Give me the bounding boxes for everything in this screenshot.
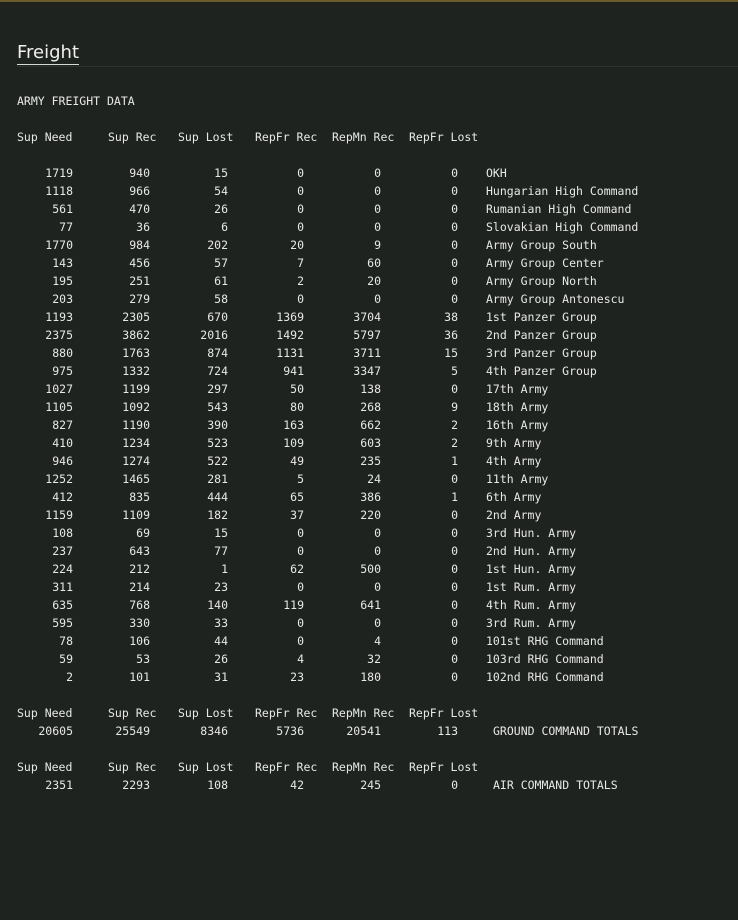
cell-repmn-rec: 5797 [353,328,381,342]
cell-sup-rec: 1109 [122,508,150,522]
cell-repfr-lost: 0 [451,652,458,666]
cell-sup-need: 108 [52,526,73,540]
cell-repfr-rec: 62 [290,562,304,576]
cell-repfr-lost: 0 [451,220,458,234]
header-repfr-rec: RepFr Rec [255,130,318,144]
cell-repfr-rec: 0 [297,220,304,234]
cell-sup-lost: 57 [214,256,228,270]
cell-sup-lost: 670 [207,310,228,324]
cell-sup-rec: 1465 [122,472,150,486]
table-row [0,452,738,470]
cell-repfr-rec: 65 [290,490,304,504]
table-row [0,164,738,182]
table-row [0,596,738,614]
cell-sup-lost: 444 [207,490,228,504]
cell-command-name: Army Group South [486,238,597,252]
cell-sup-lost: 108 [207,778,228,792]
cell-repfr-lost: 36 [444,328,458,342]
cell-sup-lost: 23 [214,580,228,594]
table-row [0,344,738,362]
cell-sup-rec: 470 [129,202,150,216]
cell-repmn-rec: 138 [360,382,381,396]
cell-repfr-lost: 1 [451,490,458,504]
cell-repfr-rec: 0 [297,580,304,594]
cell-repfr-lost: 0 [451,508,458,522]
table-row [0,200,738,218]
cell-sup-need: 595 [52,616,73,630]
cell-repfr-rec: 20 [290,238,304,252]
header-repfr-rec: RepFr Rec [255,760,318,774]
header-sup-rec: Sup Rec [108,760,157,774]
cell-command-name: 2nd Army [486,508,542,522]
header-sup-rec: Sup Rec [108,706,157,720]
cell-sup-need: 1027 [45,382,73,396]
table-row [0,236,738,254]
cell-sup-need: 1719 [45,166,73,180]
section-label: ARMY FREIGHT DATA [17,94,135,108]
cell-sup-lost: 44 [214,634,228,648]
cell-command-name: 6th Army [486,490,542,504]
cell-repfr-lost: 0 [451,778,458,792]
cell-sup-need: 20605 [38,724,73,738]
header-repmn-rec: RepMn Rec [332,130,395,144]
cell-repfr-lost: 0 [451,202,458,216]
cell-sup-need: 1105 [45,400,73,414]
cell-repmn-rec: 60 [367,256,381,270]
cell-repmn-rec: 0 [374,544,381,558]
header-repfr-lost: RepFr Lost [409,760,479,774]
cell-repmn-rec: 641 [360,598,381,612]
cell-repfr-lost: 2 [451,436,458,450]
cell-sup-lost: 15 [214,166,228,180]
cell-sup-need: 1159 [45,508,73,522]
cell-sup-rec: 214 [129,580,150,594]
cell-repfr-lost: 0 [451,382,458,396]
cell-repmn-rec: 0 [374,184,381,198]
cell-sup-lost: 1 [221,562,228,576]
cell-totals-label: GROUND COMMAND TOTALS [493,724,639,738]
cell-repmn-rec: 245 [360,778,381,792]
cell-repfr-rec: 80 [290,400,304,414]
cell-repfr-rec: 0 [297,616,304,630]
cell-repmn-rec: 0 [374,292,381,306]
cell-sup-need: 1193 [45,310,73,324]
cell-command-name: 4th Panzer Group [486,364,597,378]
cell-sup-rec: 835 [129,490,150,504]
header-sup-rec: Sup Rec [108,130,157,144]
header-sup-lost: Sup Lost [178,760,234,774]
cell-sup-need: 410 [52,436,73,450]
cell-sup-lost: 724 [207,364,228,378]
cell-command-name: 3rd Panzer Group [486,346,597,360]
ground-totals-header-row [0,704,738,722]
table-row [0,632,738,650]
title-divider [17,66,738,67]
cell-sup-rec: 984 [129,238,150,252]
cell-sup-need: 203 [52,292,73,306]
cell-command-name: 1st Rum. Army [486,580,577,594]
cell-command-name: 3rd Rum. Army [486,616,577,630]
cell-repfr-rec: 23 [290,670,304,684]
cell-repmn-rec: 0 [374,580,381,594]
cell-sup-lost: 202 [207,238,228,252]
cell-repfr-rec: 1492 [276,328,304,342]
header-repmn-rec: RepMn Rec [332,706,395,720]
cell-sup-need: 1252 [45,472,73,486]
cell-repfr-lost: 0 [451,526,458,540]
cell-repfr-lost: 9 [451,400,458,414]
cell-repmn-rec: 20541 [346,724,381,738]
cell-command-name: 2nd Panzer Group [486,328,597,342]
cell-command-name: 4th Army [486,454,542,468]
cell-repfr-lost: 0 [451,580,458,594]
cell-sup-need: 1770 [45,238,73,252]
cell-command-name: 3rd Hun. Army [486,526,577,540]
cell-repmn-rec: 268 [360,400,381,414]
cell-command-name: Army Group North [486,274,597,288]
cell-sup-need: 237 [52,544,73,558]
cell-sup-lost: 26 [214,202,228,216]
table-row [0,398,738,416]
cell-repmn-rec: 0 [374,202,381,216]
cell-sup-rec: 330 [129,616,150,630]
cell-sup-lost: 58 [214,292,228,306]
table-row [0,560,738,578]
cell-command-name: 4th Rum. Army [486,598,577,612]
cell-sup-rec: 1092 [122,400,150,414]
header-sup-need: Sup Need [17,130,73,144]
cell-repfr-rec: 5736 [276,724,304,738]
cell-sup-rec: 212 [129,562,150,576]
cell-command-name: 1st Hun. Army [486,562,577,576]
table-row [0,218,738,236]
cell-sup-lost: 522 [207,454,228,468]
cell-sup-lost: 8346 [200,724,228,738]
cell-sup-lost: 15 [214,526,228,540]
cell-sup-need: 946 [52,454,73,468]
cell-repfr-rec: 2 [297,274,304,288]
cell-repfr-rec: 119 [283,598,304,612]
cell-repmn-rec: 180 [360,670,381,684]
cell-sup-lost: 2016 [200,328,228,342]
cell-command-name: 18th Army [486,400,549,414]
cell-sup-rec: 643 [129,544,150,558]
cell-sup-lost: 54 [214,184,228,198]
cell-repfr-rec: 0 [297,184,304,198]
cell-sup-need: 880 [52,346,73,360]
cell-command-name: Hungarian High Command [486,184,639,198]
cell-repfr-lost: 0 [451,274,458,288]
table-row [0,326,738,344]
cell-command-name: 103rd RHG Command [486,652,604,666]
cell-repfr-rec: 1131 [276,346,304,360]
column-header-row [0,128,738,146]
cell-sup-rec: 1332 [122,364,150,378]
air-totals-row [0,776,738,794]
cell-sup-lost: 31 [214,670,228,684]
cell-repmn-rec: 3347 [353,364,381,378]
table-row [0,524,738,542]
cell-sup-rec: 456 [129,256,150,270]
cell-repfr-rec: 0 [297,292,304,306]
cell-sup-lost: 543 [207,400,228,414]
cell-sup-rec: 3862 [122,328,150,342]
header-repmn-rec: RepMn Rec [332,760,395,774]
cell-repmn-rec: 603 [360,436,381,450]
cell-command-name: 2nd Hun. Army [486,544,577,558]
cell-sup-need: 2351 [45,778,73,792]
table-row [0,308,738,326]
cell-repfr-rec: 5 [297,472,304,486]
cell-sup-lost: 182 [207,508,228,522]
cell-repfr-lost: 0 [451,670,458,684]
cell-command-name: 16th Army [486,418,549,432]
cell-repmn-rec: 0 [374,166,381,180]
cell-command-name: 17th Army [486,382,549,396]
cell-sup-lost: 874 [207,346,228,360]
cell-sup-lost: 6 [221,220,228,234]
cell-sup-need: 224 [52,562,73,576]
cell-sup-rec: 106 [129,634,150,648]
top-accent-line [0,0,738,2]
table-row [0,362,738,380]
table-row [0,254,738,272]
cell-sup-lost: 26 [214,652,228,666]
cell-sup-rec: 36 [136,220,150,234]
cell-sup-need: 2375 [45,328,73,342]
cell-repmn-rec: 24 [367,472,381,486]
table-row [0,614,738,632]
cell-repfr-rec: 0 [297,544,304,558]
cell-repfr-rec: 50 [290,382,304,396]
cell-repmn-rec: 3711 [353,346,381,360]
cell-repfr-rec: 0 [297,526,304,540]
cell-sup-rec: 2305 [122,310,150,324]
table-row [0,542,738,560]
cell-sup-rec: 1234 [122,436,150,450]
table-row [0,434,738,452]
cell-sup-rec: 1190 [122,418,150,432]
cell-repfr-lost: 0 [451,544,458,558]
cell-sup-rec: 966 [129,184,150,198]
table-row [0,650,738,668]
header-repfr-lost: RepFr Lost [409,706,479,720]
cell-repfr-rec: 42 [290,778,304,792]
cell-repmn-rec: 32 [367,652,381,666]
cell-command-name: OKH [486,166,507,180]
cell-sup-need: 975 [52,364,73,378]
cell-command-name: Rumanian High Command [486,202,632,216]
cell-sup-lost: 390 [207,418,228,432]
page-title: Freight [17,42,80,63]
cell-sup-need: 635 [52,598,73,612]
cell-repfr-lost: 0 [451,598,458,612]
cell-repfr-lost: 2 [451,418,458,432]
cell-repmn-rec: 20 [367,274,381,288]
cell-repfr-rec: 4 [297,652,304,666]
table-row [0,506,738,524]
cell-sup-need: 561 [52,202,73,216]
cell-sup-need: 2 [66,670,73,684]
cell-sup-need: 1118 [45,184,73,198]
cell-repmn-rec: 0 [374,616,381,630]
cell-repfr-lost: 0 [451,562,458,576]
cell-repfr-rec: 7 [297,256,304,270]
table-row [0,668,738,686]
header-sup-lost: Sup Lost [178,130,234,144]
cell-repfr-lost: 1 [451,454,458,468]
cell-sup-rec: 69 [136,526,150,540]
cell-repfr-rec: 0 [297,166,304,180]
cell-repmn-rec: 235 [360,454,381,468]
cell-sup-rec: 1274 [122,454,150,468]
table-row [0,470,738,488]
cell-sup-need: 412 [52,490,73,504]
cell-repfr-rec: 37 [290,508,304,522]
cell-repmn-rec: 0 [374,220,381,234]
cell-sup-rec: 25549 [115,724,150,738]
cell-repfr-lost: 0 [451,472,458,486]
header-repfr-rec: RepFr Rec [255,706,318,720]
cell-sup-need: 78 [59,634,73,648]
cell-repmn-rec: 386 [360,490,381,504]
cell-sup-need: 59 [59,652,73,666]
cell-repfr-lost: 113 [437,724,458,738]
cell-repmn-rec: 662 [360,418,381,432]
cell-sup-rec: 2293 [122,778,150,792]
header-repfr-lost: RepFr Lost [409,130,479,144]
header-sup-need: Sup Need [17,706,73,720]
cell-sup-need: 77 [59,220,73,234]
cell-repfr-lost: 0 [451,616,458,630]
cell-sup-rec: 1763 [122,346,150,360]
cell-sup-rec: 53 [136,652,150,666]
cell-sup-lost: 61 [214,274,228,288]
cell-sup-rec: 101 [129,670,150,684]
cell-command-name: 9th Army [486,436,542,450]
cell-command-name: 11th Army [486,472,549,486]
cell-sup-rec: 1199 [122,382,150,396]
cell-command-name: Army Group Center [486,256,604,270]
cell-sup-lost: 77 [214,544,228,558]
cell-repfr-lost: 0 [451,238,458,252]
ground-totals-row [0,722,738,740]
cell-repmn-rec: 0 [374,526,381,540]
cell-repmn-rec: 4 [374,634,381,648]
cell-repfr-rec: 109 [283,436,304,450]
cell-repfr-lost: 0 [451,166,458,180]
cell-sup-need: 143 [52,256,73,270]
cell-repfr-lost: 5 [451,364,458,378]
cell-repfr-rec: 0 [297,202,304,216]
cell-sup-lost: 523 [207,436,228,450]
cell-sup-rec: 279 [129,292,150,306]
cell-repmn-rec: 9 [374,238,381,252]
table-row [0,182,738,200]
cell-repfr-rec: 163 [283,418,304,432]
cell-command-name: Army Group Antonescu [486,292,625,306]
cell-sup-need: 311 [52,580,73,594]
cell-command-name: 1st Panzer Group [486,310,597,324]
cell-sup-lost: 297 [207,382,228,396]
cell-repfr-lost: 38 [444,310,458,324]
cell-sup-rec: 251 [129,274,150,288]
cell-command-name: Slovakian High Command [486,220,639,234]
cell-command-name: 101st RHG Command [486,634,604,648]
cell-repfr-lost: 0 [451,292,458,306]
cell-repfr-lost: 15 [444,346,458,360]
cell-repfr-rec: 49 [290,454,304,468]
cell-repfr-lost: 0 [451,184,458,198]
cell-repmn-rec: 3704 [353,310,381,324]
header-sup-lost: Sup Lost [178,706,234,720]
table-row [0,272,738,290]
table-row [0,290,738,308]
cell-totals-label: AIR COMMAND TOTALS [493,778,618,792]
cell-repfr-lost: 0 [451,634,458,648]
cell-command-name: 102nd RHG Command [486,670,604,684]
table-row [0,488,738,506]
cell-repfr-rec: 941 [283,364,304,378]
air-totals-header-row [0,758,738,776]
cell-repmn-rec: 220 [360,508,381,522]
cell-sup-rec: 940 [129,166,150,180]
cell-sup-lost: 140 [207,598,228,612]
cell-repmn-rec: 500 [360,562,381,576]
cell-sup-rec: 768 [129,598,150,612]
header-sup-need: Sup Need [17,760,73,774]
cell-sup-need: 195 [52,274,73,288]
cell-sup-lost: 33 [214,616,228,630]
table-row [0,416,738,434]
cell-sup-lost: 281 [207,472,228,486]
cell-sup-need: 827 [52,418,73,432]
table-row [0,380,738,398]
cell-repfr-rec: 1369 [276,310,304,324]
cell-repfr-lost: 0 [451,256,458,270]
table-row [0,578,738,596]
cell-repfr-rec: 0 [297,634,304,648]
